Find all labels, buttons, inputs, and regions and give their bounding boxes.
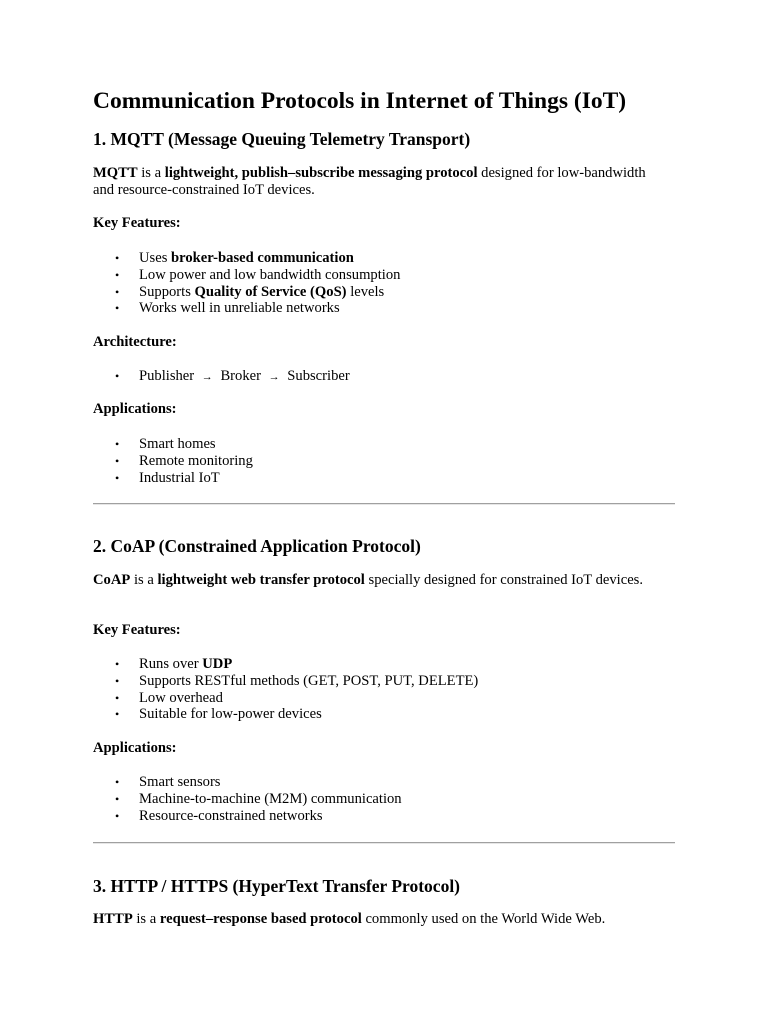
http-intro-bold: request–response based protocol xyxy=(159,911,362,927)
bullet-icon: • xyxy=(115,673,120,688)
coap-intro-is-a: is a xyxy=(130,572,158,588)
list-item-bold-text: UDP xyxy=(202,656,233,672)
http-intro-rest: commonly used on the World Wide Web. xyxy=(361,911,606,927)
section-divider xyxy=(93,503,675,505)
arrow-right-icon: → xyxy=(201,371,213,383)
coap-applications-list xyxy=(93,774,402,824)
list-item-text: Smart sensors xyxy=(139,774,221,790)
coap-feature-list xyxy=(93,656,478,723)
bullet-icon: • xyxy=(115,453,120,468)
list-item-text: Low overhead xyxy=(139,689,223,706)
http-intro-paragraph xyxy=(93,911,653,928)
bullet-icon: • xyxy=(115,657,120,671)
bullet-icon: • xyxy=(115,369,120,383)
mqtt-intro-is-a: is a xyxy=(137,165,165,181)
bullet-icon: • xyxy=(115,775,120,789)
list-item xyxy=(93,706,478,723)
architecture-subscriber: Subscriber xyxy=(287,368,350,384)
bullet-icon: • xyxy=(115,707,120,722)
mqtt-architecture-label: Architecture: xyxy=(93,334,177,350)
bullet-icon: • xyxy=(115,470,120,485)
list-item xyxy=(93,453,253,470)
list-item xyxy=(93,267,400,284)
bullet-icon: • xyxy=(115,690,120,705)
list-item xyxy=(93,436,253,453)
bullet-icon: • xyxy=(115,791,120,806)
bullet-icon: • xyxy=(115,267,120,282)
list-item xyxy=(93,791,402,808)
mqtt-intro-bold: lightweight, publish–subscribe messaging protocol xyxy=(164,165,478,181)
section-divider xyxy=(93,842,675,844)
http-term: HTTP xyxy=(93,911,133,927)
list-item-text: Works well in unreliable networks xyxy=(139,300,340,317)
list-item xyxy=(93,470,253,487)
mqtt-intro-paragraph xyxy=(93,165,653,199)
mqtt-applications-label: Applications: xyxy=(93,401,177,417)
mqtt-applications-list xyxy=(93,436,253,486)
list-item xyxy=(93,368,350,386)
arrow-right-icon: → xyxy=(268,371,280,383)
coap-applications-label: Applications: xyxy=(93,740,177,756)
list-item xyxy=(93,774,402,791)
list-item-text: Suitable for low-power devices xyxy=(139,706,322,723)
document-title: Communication Protocols in Internet of Things (IoT) xyxy=(93,88,627,114)
list-item xyxy=(93,250,400,267)
list-item xyxy=(93,808,402,825)
coap-intro-rest: specially designed for constrained IoT devices. xyxy=(364,572,644,588)
list-item-text: Industrial IoT xyxy=(139,469,220,486)
list-item xyxy=(93,656,478,673)
list-item-text: Supports RESTful methods (GET, POST, PUT, DELETE) xyxy=(139,672,479,689)
architecture-broker: Broker xyxy=(220,368,261,384)
mqtt-key-features-label: Key Features: xyxy=(93,215,181,231)
mqtt-term: MQTT xyxy=(93,165,138,181)
list-item xyxy=(93,300,400,317)
mqtt-architecture-list xyxy=(93,368,350,386)
list-item-text: Remote monitoring xyxy=(139,452,253,469)
list-item-text: Resource-constrained networks xyxy=(139,807,323,824)
coap-intro-paragraph xyxy=(93,572,653,589)
list-item-text: Smart homes xyxy=(139,436,216,452)
list-item-text: Machine-to-machine (M2M) communication xyxy=(139,790,402,807)
list-item xyxy=(93,690,478,707)
coap-intro-bold: lightweight web transfer protocol xyxy=(157,572,365,588)
list-item-text: Supports xyxy=(139,283,195,300)
section-heading-coap: 2. CoAP (Constrained Application Protocol) xyxy=(93,536,421,556)
list-item-text: Low power and low bandwidth consumption xyxy=(139,266,401,283)
list-item-bold-text: broker-based communication xyxy=(171,250,354,266)
coap-key-features-label: Key Features: xyxy=(93,622,181,638)
coap-term: CoAP xyxy=(93,572,131,588)
bullet-icon: • xyxy=(115,808,120,823)
architecture-publisher: Publisher xyxy=(139,368,195,384)
mqtt-intro-rest: designed for low-bandwidth and resource-constrained IoT devices. xyxy=(93,165,646,198)
bullet-icon: • xyxy=(115,251,120,265)
list-item-bold-text: Quality of Service (QoS) xyxy=(194,283,347,300)
list-item xyxy=(93,673,478,690)
list-item-text: Runs over xyxy=(139,656,203,672)
list-item-text: levels xyxy=(346,283,385,300)
list-item-text: Uses xyxy=(139,250,172,266)
mqtt-feature-list xyxy=(93,250,400,317)
bullet-icon: • xyxy=(115,284,120,299)
section-heading-mqtt: 1. MQTT (Message Queuing Telemetry Transport) xyxy=(93,129,471,149)
http-intro-is-a: is a xyxy=(132,911,160,927)
bullet-icon: • xyxy=(115,301,120,316)
bullet-icon: • xyxy=(115,437,120,451)
section-heading-http: 3. HTTP / HTTPS (HyperText Transfer Protocol) xyxy=(93,876,461,896)
list-item xyxy=(93,284,400,301)
